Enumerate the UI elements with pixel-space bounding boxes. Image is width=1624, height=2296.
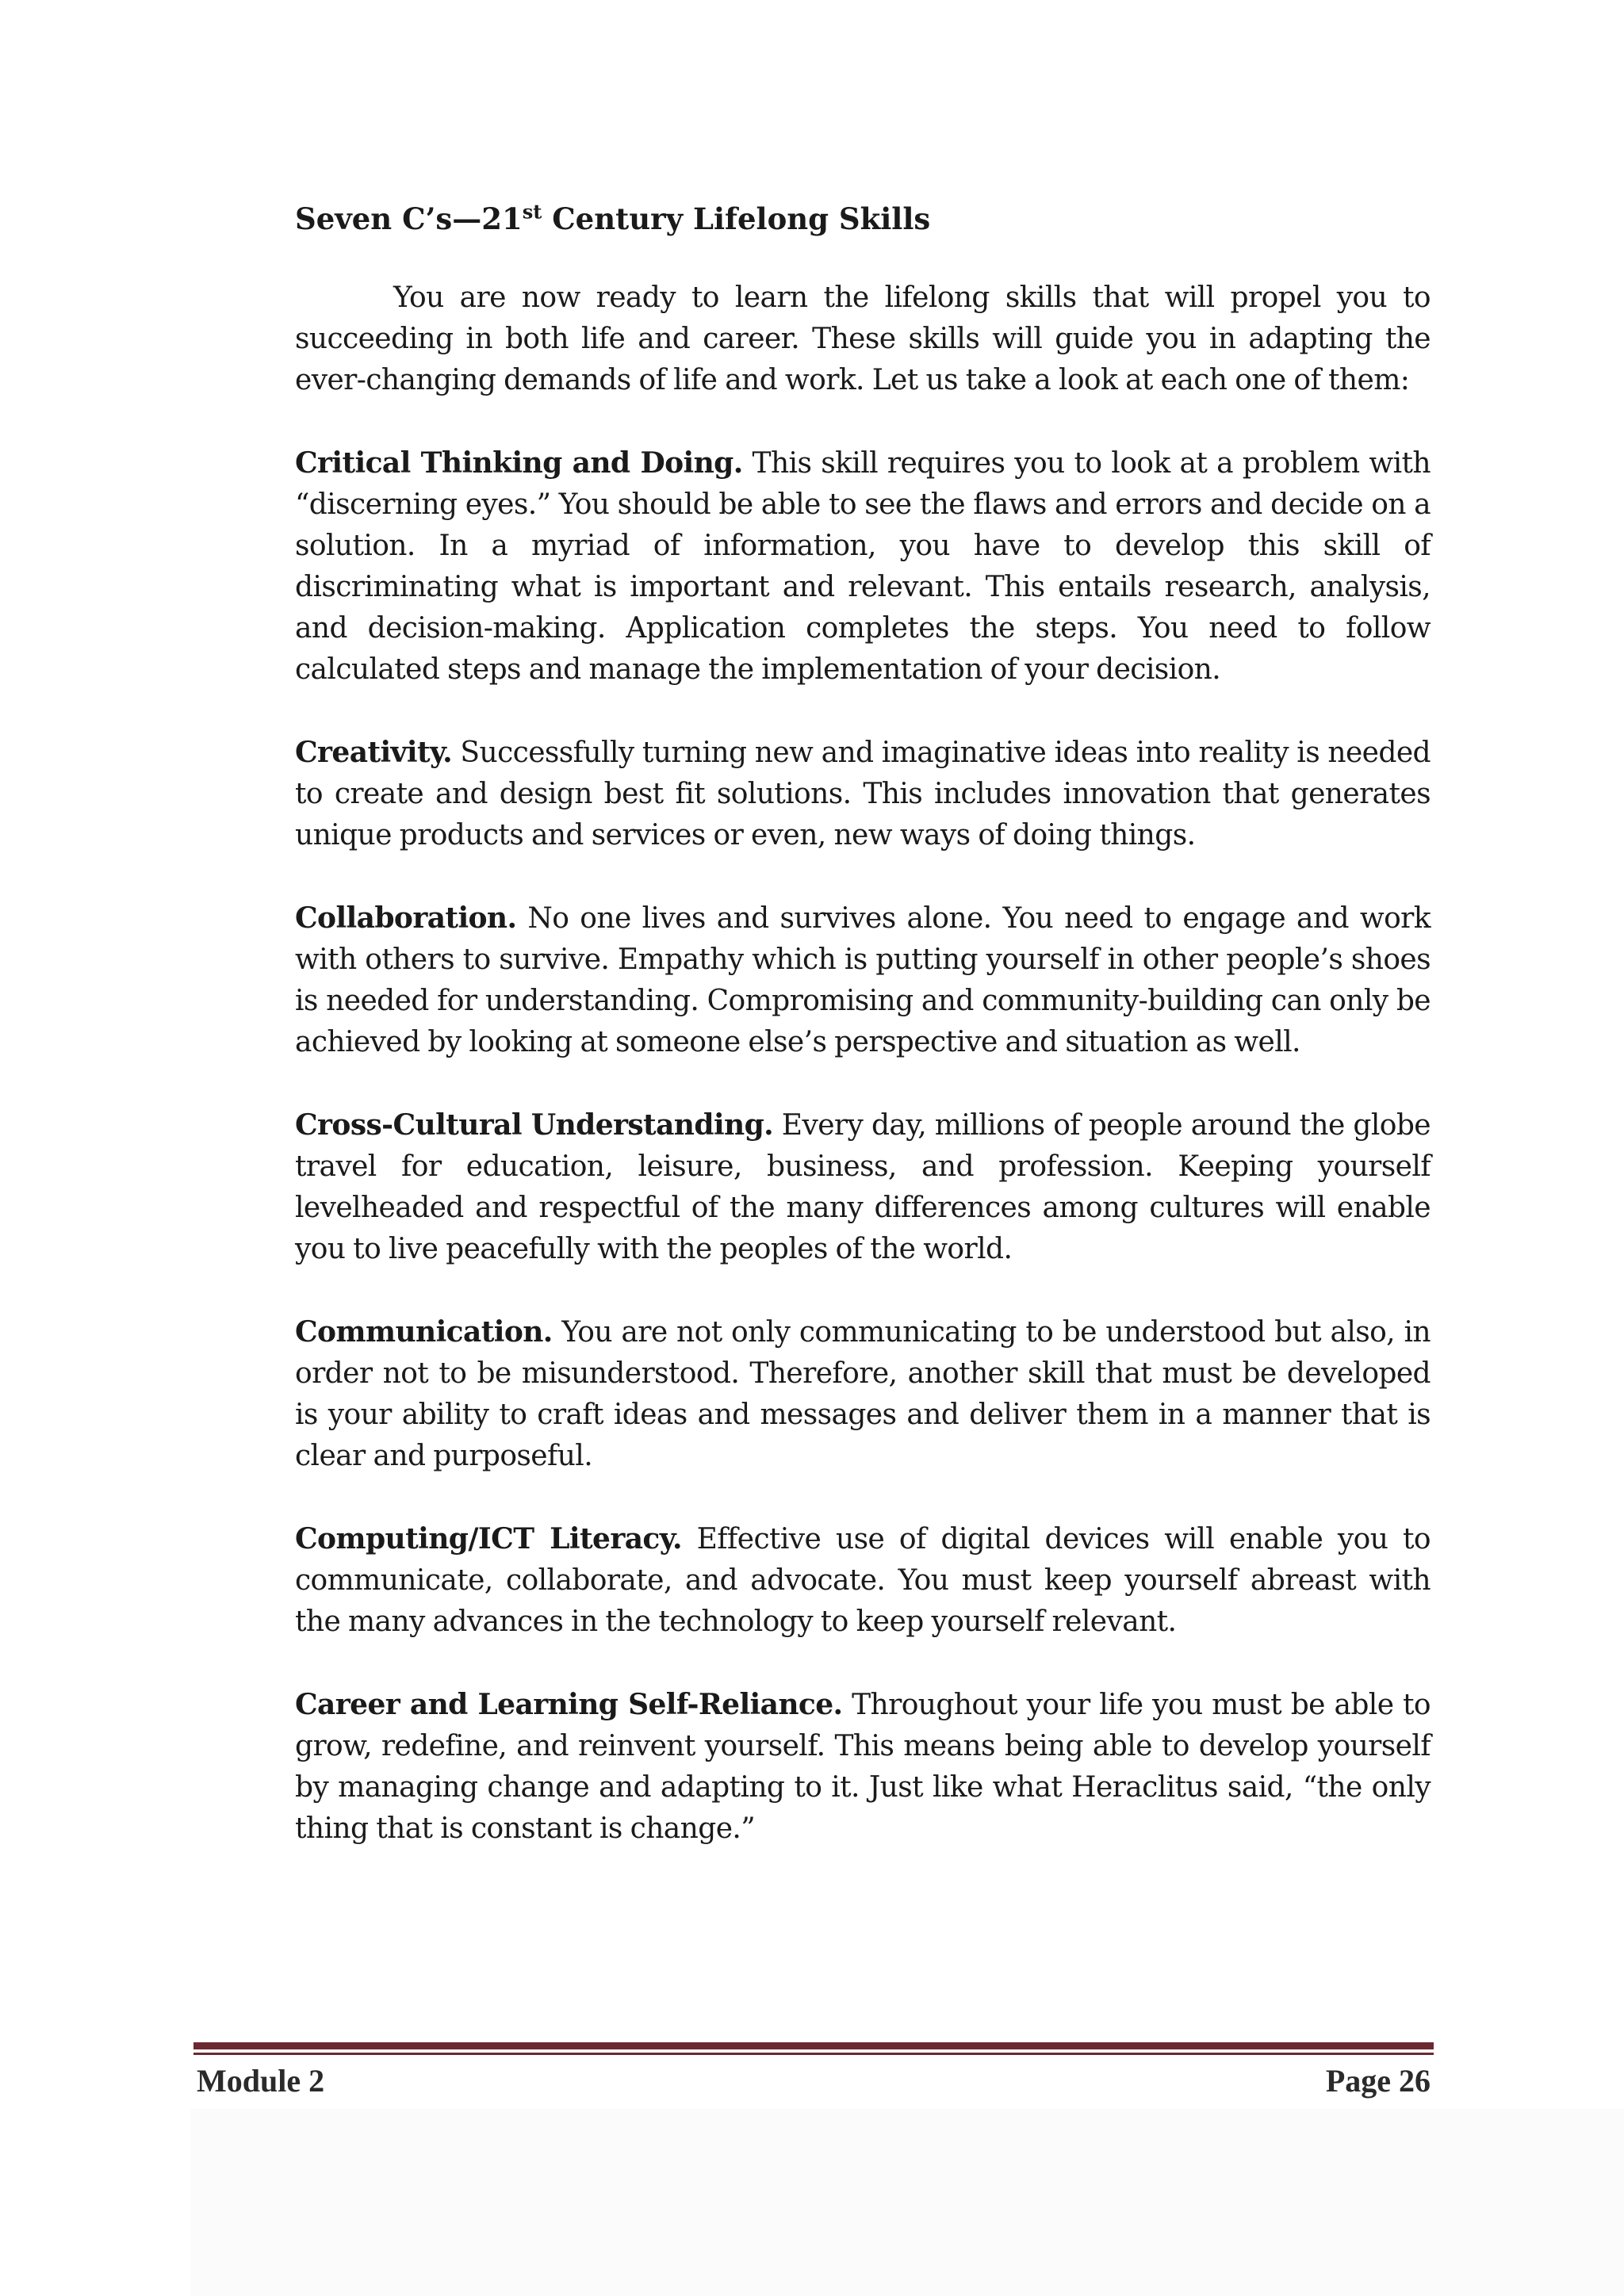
section-title xyxy=(295,198,1431,239)
footer-rule-thin xyxy=(193,2053,1434,2055)
skill-term: Critical Thinking and Doing. xyxy=(295,446,743,480)
skill-text: You are not only communicating to be understood but also, in order not to be misunderstood. Therefore, another skill that must be developed is your ability to craft ideas and messages and deliver them in a manner that is clear and purposeful. xyxy=(295,1316,1431,1472)
title-rest: Century Lifelong Skills xyxy=(542,201,931,236)
skill-text: Throughout your life you must be able to grow, redefine, and reinvent yourself. This means being able to develop yourself by managing change and adapting to it. Just like what Heraclitus said, “the only thing that is constant is change.” xyxy=(295,1689,1431,1845)
skill-collaboration xyxy=(295,897,1431,1063)
skill-creativity xyxy=(295,732,1431,856)
skill-text: No one lives and survives alone. You need to engage and work with others to survive. Empathy which is putting yourself in other people’s shoes is needed for understanding. Compromising and community-building can only be achieved by looking at someone else’s perspective and situation as well. xyxy=(295,902,1431,1058)
footer-module-label: Module 2 xyxy=(197,2063,325,2099)
title-main: Seven C’s—21 xyxy=(295,201,523,236)
skill-communication xyxy=(295,1311,1431,1477)
skill-term: Cross-Cultural Understanding. xyxy=(295,1108,774,1142)
skill-career-learning xyxy=(295,1684,1431,1850)
skill-text: Every day, millions of people around the globe travel for education, leisure, business, and profession. Keeping yourself levelheaded and respectful of the many differences among cultures will enable you to live peacefully with the peoples of the world. xyxy=(295,1109,1431,1265)
skill-term: Communication. xyxy=(295,1315,553,1349)
footer-page-number: Page 26 xyxy=(1325,2063,1431,2099)
skill-cross-cultural xyxy=(295,1104,1431,1270)
skill-term: Computing/ICT Literacy. xyxy=(295,1522,682,1556)
intro-paragraph: You are now ready to learn the lifelong skills that will propel you to succeeding in both life and career. These skills will guide you in adapting the ever-changing demands of life and work. Let us take a look at each one of them: xyxy=(295,281,1431,396)
skill-text: Successfully turning new and imaginative ideas into reality is needed to create and design best fit solutions. This includes innovation that generates unique products and services or even, new ways of doing things. xyxy=(295,737,1431,851)
skill-computing-ict xyxy=(295,1518,1431,1643)
skill-critical-thinking xyxy=(295,442,1431,691)
page-lower-shade xyxy=(190,2109,1624,2296)
title-superscript: st xyxy=(522,200,542,224)
skill-text: Effective use of digital devices will enable you to communicate, collaborate, and advocate. You must keep yourself abreast with the many advances in the technology to keep yourself relevant. xyxy=(295,1523,1431,1638)
skill-term: Career and Learning Self-Reliance. xyxy=(295,1688,843,1721)
skill-term: Creativity. xyxy=(295,736,453,769)
skill-text: This skill requires you to look at a problem with “discerning eyes.” You should be able to see the flaws and errors and decide on a solution. In a myriad of information, you have to develop this skill of discriminating what is important and relevant. This entails research, analysis, and decision-making. Application completes the steps. You need to follow calculated steps and manage the implementation of your decision. xyxy=(295,447,1431,686)
footer-rule-thick xyxy=(193,2042,1434,2049)
document-body xyxy=(295,198,1431,1891)
skill-term: Collaboration. xyxy=(295,901,517,935)
